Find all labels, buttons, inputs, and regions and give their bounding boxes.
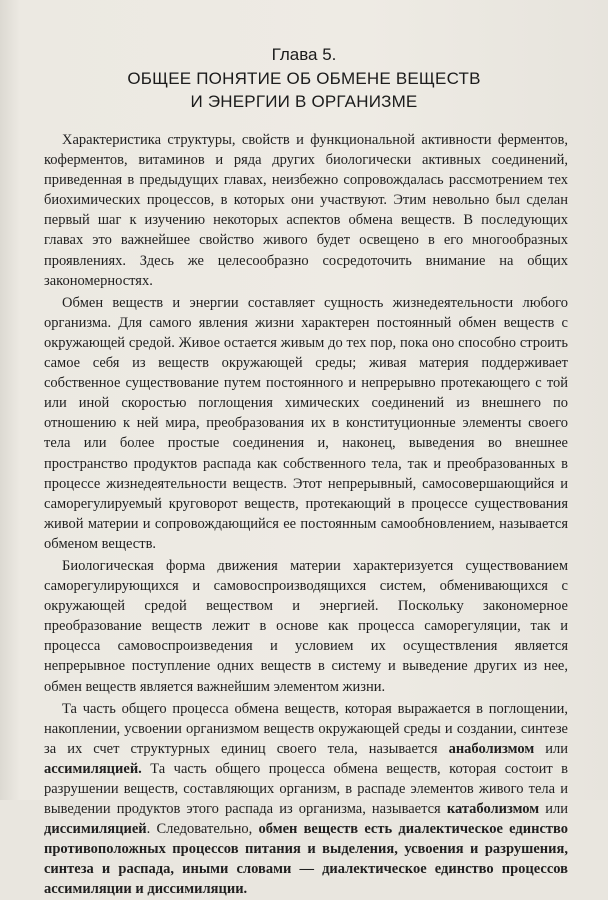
paragraph-4 xyxy=(44,699,568,900)
chapter-label: Глава 5. xyxy=(271,45,337,64)
paragraph-4-part-e: или xyxy=(539,801,568,818)
paragraph-2: Обмен веществ и энергии составляет сущность жизнедеятельности любого организма. Для самого явления жизни характерен постоянный обмен веществ с окружающей средой. Живое остается живым до тех пор, пока оно способно строить самое себя из веществ окружающей среды; живая материя поддерживает собственное существование путем постоянного и непрерывно протекающего с той или иной скоростью поглощения химических соединений из внешнего по отношению к ней мира, преобразования их в конституционные элементы своего тела или более простые соединения и, наконец, выведения во внешнее пространство продуктов распада как собственного тела, так и преобразованных в процессе жизнедеятельности веществ. Этот непрерывный, самосовершающийся и саморегулируемый круговорот веществ, протекающий в процессе существования живой материи и сопровождающийся ее постоянным самообновлением, называется обменом веществ. xyxy=(44,294,568,552)
body-text xyxy=(44,130,568,900)
term-assimilation: ассимиляцией. xyxy=(44,760,142,777)
chapter-title-line-2: И ЭНЕРГИИ В ОРГАНИЗМЕ xyxy=(190,92,418,111)
term-catabolism: катаболизмом xyxy=(446,801,540,818)
definition-emphasis: обмен веществ есть диалектическое единство противоположных процессов питания и выделения, усвоения и разрушения, синтеза и распада, иными словами — диалектическое единство процессов ассимиляции и диссимиляции. xyxy=(44,821,568,898)
chapter-title-line-1: ОБЩЕЕ ПОНЯТИЕ ОБ ОБМЕНЕ ВЕЩЕСТВ xyxy=(127,69,481,88)
chapter-title xyxy=(0,67,608,113)
paragraph-4-part-f: . Следовательно, xyxy=(146,821,259,838)
paragraph-4-part-a: Та часть общего процесса обмена веществ, которая выражается в поглощении, накоплении, усвоении организмом веществ окружающей среды и создании, синтезе за их счет структурных единиц своего тела, называется xyxy=(44,700,568,757)
paragraph-1: Характеристика структуры, свойств и функциональной активности ферментов, коферментов, витаминов и ряда других биологически активных соединений, приведенная в предыдущих главах, неизбежно сопровождалась рассмотрением тех биохимических процессов, в которых они участвуют. Этим невольно был сделан первый шаг к изучению некоторых аспектов обмена веществ. В последующих главах это важнейшее свойство живого будет освещено в его многообразных проявлениях. Здесь же целесообразно сосредоточить внимание на общих закономерностях. xyxy=(44,132,568,289)
paragraph-3: Биологическая форма движения материи характеризуется существованием саморегулирующихся и самовоспроизводящихся систем, обменивающихся с окружающей средой веществом и энергией. Поскольку закономерное преобразование веществ лежит в основе как процесса саморегуляции, так и процесса самовоспроизведения и условием их осуществления является непрерывное поступление одних веществ в систему и выведение других из нее, обмен веществ является важнейшим элементом жизни. xyxy=(44,557,568,695)
term-anabolism: анаболизмом xyxy=(448,740,535,757)
paragraph-4-part-d: Та часть общего процесса обмена веществ, которая состоит в разрушении веществ, составляющих организм, в распаде элементов живого тела и выведении продуктов этого распада из организма, называется xyxy=(44,760,568,818)
term-dissimilation: диссимиляцией xyxy=(44,821,147,838)
paragraph-4-part-c: или xyxy=(534,740,568,757)
